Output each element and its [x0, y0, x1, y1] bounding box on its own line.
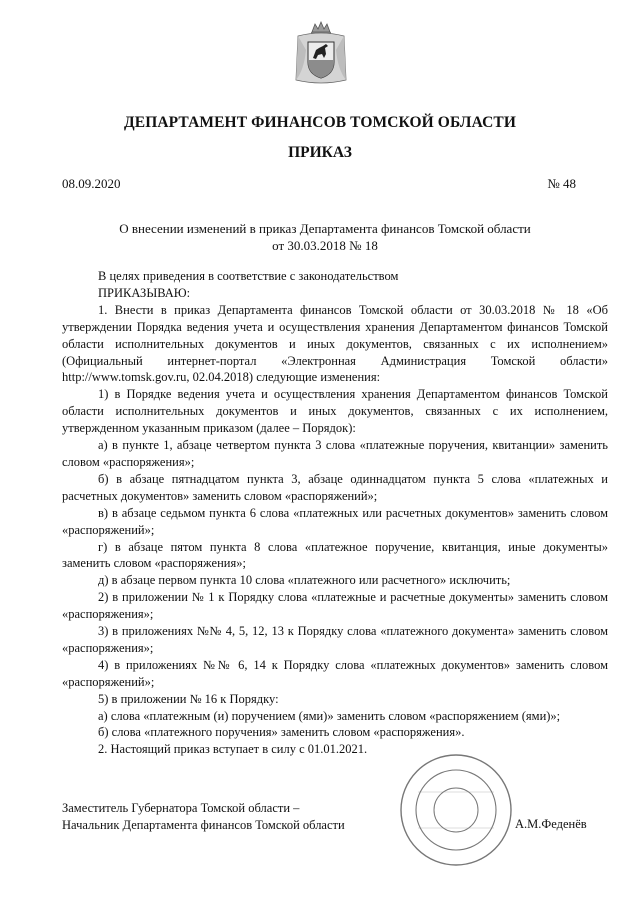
position-line: Начальник Департамента финансов Томской области	[62, 818, 345, 832]
position-line: Заместитель Губернатора Томской области –	[62, 801, 300, 815]
official-stamp	[398, 752, 514, 868]
coat-of-arms-tomsk-icon	[292, 20, 350, 86]
paragraph: 2. Настоящий приказ вступает в силу с 01.01.2021.	[98, 742, 368, 757]
paragraph: 1. Внести в приказ Департамента финансов Томской области от 30.03.2018 № 18 «Об утверждении Порядка ведения учета и осуществления хранения Департаментом финансов Томской области исполнительных документов и иных документов, связанных с их исполнением» (Официальный интернет-портал «Электронная Администрация Томской области» http://www.tomsk.gov.ru, 02.04.2018) следующие изменения:	[62, 302, 608, 385]
paragraph: б) слова «платежного поручения» заменить словом «распоряжения».	[98, 725, 465, 740]
paragraph: д) в абзаце первом пункта 10 слова «платежного или расчетного» исключить;	[98, 573, 511, 588]
paragraph: в) в абзаце седьмом пункта 6 слова «платежных или расчетных документов» заменить словом «распоряжений»;	[62, 505, 608, 537]
paragraph: а) слова «платежным (и) поручением (ями)» заменить словом «распоряжением (ями)»;	[98, 708, 561, 723]
paragraph: б) в абзаце пятнадцатом пункта 3, абзаце одиннадцатом пункта 5 слова «платежных и расчетных документов» заменить словом «распоряжений»;	[62, 471, 608, 503]
order-body	[62, 268, 608, 758]
paragraph: а) в пункте 1, абзаце четвертом пункта 3 слова «платежные поручения, квитанции» заменить словом «распоряжения»;	[62, 438, 608, 469]
order-date: 08.09.2020	[62, 176, 121, 191]
paragraph: 5) в приложении № 16 к Порядку:	[98, 691, 279, 706]
order-subject	[60, 220, 590, 254]
paragraph: В целях приведения в соответствие с законодательством	[98, 269, 399, 283]
paragraph: 3) в приложениях №№ 4, 5, 12, 13 к Порядку слова «платежного документа» заменить словом «распоряжения»;	[62, 624, 608, 655]
signatory-position	[62, 800, 345, 834]
paragraph: 4) в приложениях №№ 6, 14 к Порядку слова «платежных документов» заменить словом «распоряжений»;	[62, 657, 608, 689]
document-type: ПРИКАЗ	[288, 144, 352, 161]
signatory-name: А.М.Феденёв	[515, 817, 587, 831]
order-number: № 48	[547, 176, 576, 191]
paragraph: г) в абзаце пятом пункта 8 слова «платежное поручение, квитанция, иные документы» заменить словом «распоряжения»;	[62, 539, 608, 571]
paragraph: 1) в Порядке ведения учета и осуществления хранения Департаментом финансов Томской области исполнительных документов и иных документов, связанных с их исполнением, утвержденном указанным приказом (далее – Порядок):	[62, 387, 608, 436]
department-title: ДЕПАРТАМЕНТ ФИНАНСОВ ТОМСКОЙ ОБЛАСТИ	[124, 114, 516, 131]
subject-line: О внесении изменений в приказ Департамента финансов Томской области	[119, 221, 531, 236]
paragraph: 2) в приложении № 1 к Порядку слова «платежные и расчетные документы» заменить словом «распоряжения»;	[62, 590, 608, 622]
subject-line: от 30.03.2018 № 18	[272, 238, 378, 253]
paragraph: ПРИКАЗЫВАЮ:	[98, 285, 191, 300]
